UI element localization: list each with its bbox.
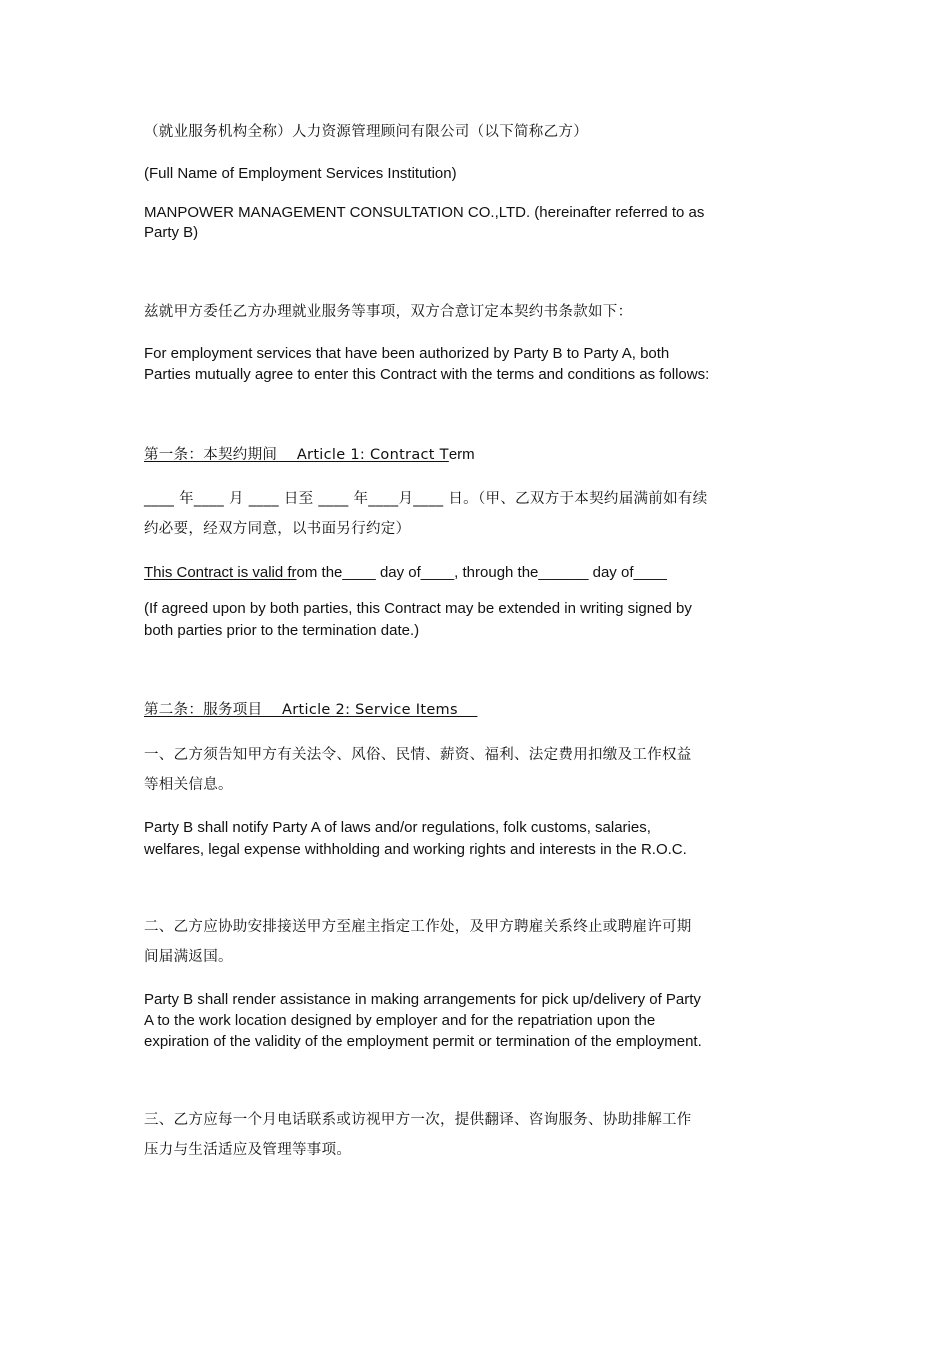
article1-heading-underlined: 第一条：本契约期间 Article 1: Contract T	[144, 447, 449, 463]
article1-note-line2: both parties prior to the termination date.)	[144, 622, 420, 639]
article1-term-zh-line1: ____ 年____ 月 ____ 日至 ____ 年____月____ 日。（甲、乙双方于本契约届满前如有续	[144, 491, 708, 507]
article1-heading	[144, 444, 475, 466]
preamble-en-line2: Parties mutually agree to enter this Contract with the terms and conditions as follows:	[144, 366, 710, 383]
party-b-name-en-line1: MANPOWER MANAGEMENT CONSULTATION CO.,LTD. (hereinafter referred to as	[144, 204, 705, 221]
preamble-en-line1: For employment services that have been authorized by Party B to Party A, both	[144, 345, 670, 362]
article2-item2-en-line1: Party B shall render assistance in making arrangements for pick up/delivery of Party	[144, 991, 701, 1008]
party-b-name-en-line2: Party B)	[144, 224, 199, 241]
article2-item2-zh-line2: 间届满返国。	[144, 949, 233, 965]
article2-item1-en-line1: Party B shall notify Party A of laws and/or regulations, folk customs, salaries,	[144, 819, 651, 836]
article2-item1-en-line2: welfares, legal expense withholding and working rights and interests in the R.O.C.	[144, 841, 687, 858]
article2-heading: 第二条：服务项目 Article 2: Service Items	[144, 702, 478, 718]
article1-valid-rest: om the____ day of____, through the______ day of____	[296, 564, 667, 581]
article1-heading-rest: erm	[448, 446, 475, 463]
article2-item2-en-line3: expiration of the validity of the employment permit or termination of the employment.	[144, 1033, 702, 1050]
article1-valid-underlined: This Contract is valid fr	[144, 564, 297, 581]
party-b-fullname-note: (Full Name of Employment Services Institution)	[144, 165, 457, 182]
article2-item3-zh-line1: 三、乙方应每一个月电话联系或访视甲方一次，提供翻译、咨询服务、协助排解工作	[144, 1112, 692, 1128]
preamble-zh: 兹就甲方委任乙方办理就业服务等事项，双方合意订定本契约书条款如下：	[144, 304, 633, 320]
party-b-name-zh: （就业服务机构全称）人力资源管理顾问有限公司（以下简称乙方）	[144, 124, 588, 140]
article2-item1-zh-line1: 一、乙方须告知甲方有关法令、风俗、民情、薪资、福利、法定费用扣缴及工作权益	[144, 747, 692, 763]
article2-item2-en-line2: A to the work location designed by employer and for the repatriation upon the	[144, 1012, 656, 1029]
article2-item3-zh-line2: 压力与生活适应及管理等事项。	[144, 1142, 352, 1158]
article1-term-zh-line2: 约必要，经双方同意，以书面另行约定）	[144, 521, 411, 537]
article2-item2-zh-line1: 二、乙方应协助安排接送甲方至雇主指定工作处，及甲方聘雇关系终止或聘雇许可期	[144, 919, 692, 935]
article2-item1-zh-line2: 等相关信息。	[144, 777, 233, 793]
article1-valid-en	[144, 562, 667, 583]
article1-note-line1: (If agreed upon by both parties, this Contract may be extended in writing signed by	[144, 600, 692, 617]
